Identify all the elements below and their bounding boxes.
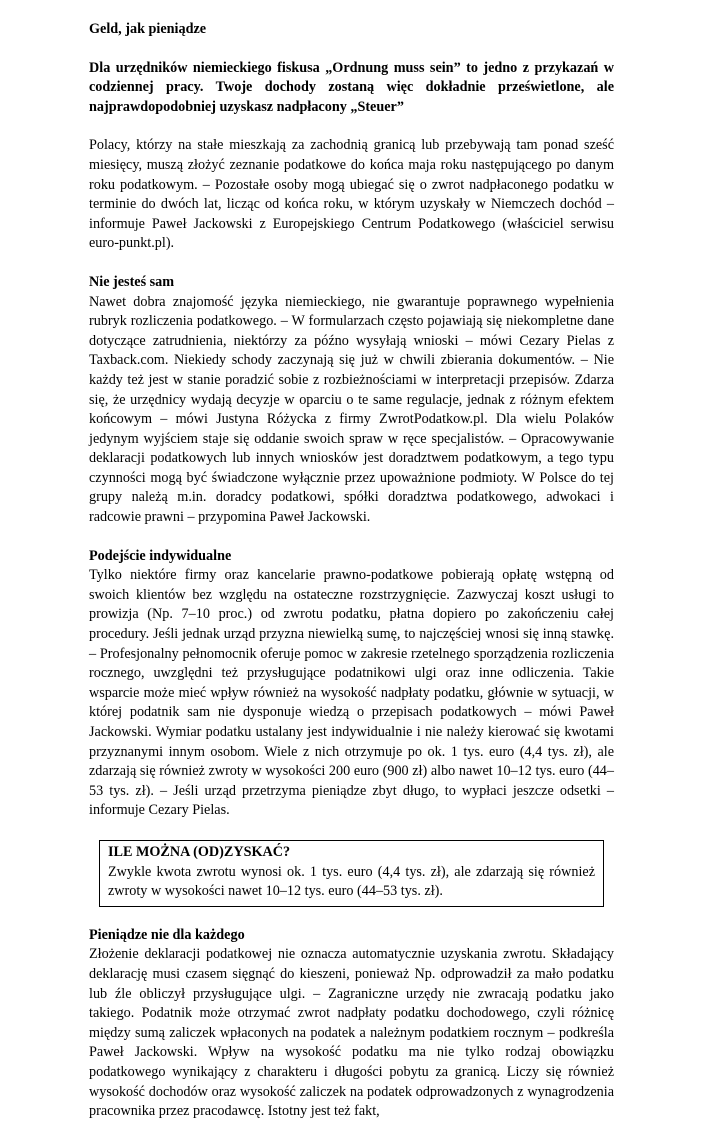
info-box bbox=[99, 840, 604, 907]
section-podejscie-indywidualne bbox=[89, 547, 614, 821]
section-heading: Nie jesteś sam bbox=[89, 273, 175, 290]
section-heading: Podejście indywidualne bbox=[89, 547, 232, 564]
info-box-text: Zwykle kwota zwrotu wynosi ok. 1 tys. euro (4,4 tys. zł), ale zdarzają się również zwroty w wysokości nawet 10–12 tys. euro (44–53 tys. zł). bbox=[108, 863, 595, 900]
document-page bbox=[89, 20, 614, 1141]
section-nie-jestes-sam bbox=[89, 273, 614, 528]
intro-paragraph: Polacy, którzy na stałe mieszkają za zachodnią granicą lub przebywają tam ponad sześć miesięcy, muszą złożyć zeznanie podatkowe do końca maja roku następującego po danym roku podatkowym. – Pozostałe osoby mogą ubiegać się o zwrot nadpłaconego podatku w terminie do dwóch lat, licząc od końca roku, w którym uzyskały w Niemczech dochód – informuje Paweł Jackowski z Europejskiego Centrum Podatkowego (właściciel serwisu euro-punkt.pl). bbox=[89, 137, 614, 252]
section-paragraph: Nawet dobra znajomość języka niemieckiego, nie gwarantuje poprawnego wypełnienia rubryk rozliczenia podatkowego. – W formularzach często pojawiają się niekompletne dane dotyczące zatrudnienia, niektórzy za późno wysyłają wnioski – mówi Cezary Pielas z Taxback.com. Niekiedy schody zaczynają się już w chwili zbierania dokumentów. – Nie każdy też jest w stanie poradzić sobie z rozbieżnościami w interpretacji przepisów. Zdarza się, że urzędnicy wydają decyzje w oparciu o te same regulacje, jednak z różnym efektem końcowym – mówi Justyna Różycka z firmy ZwrotPodatkow.pl. Dla wielu Polaków jedynym wyjściem staje się oddanie swoich spraw w ręce specjalistów. – Opracowywanie deklaracji podatkowych lub innych wniosków jest doradztwem podatkowym, a tego typu czynności mogą być świadczone wyłącznie przez upoważnione podmioty. W Polsce do tej grupy należą m.in. doradcy podatkowi, spółki doradztwa podatkowego, adwokaci i radcowie prawni – przypomina Paweł Jackowski. bbox=[89, 293, 614, 526]
article-lead: Dla urzędników niemieckiego fiskusa „Ordnung muss sein” to jedno z przykazań w codziennej pracy. Twoje dochody zostaną więc dokładnie prześwietlone, ale najprawdopodobniej uzyskasz nadpłacony „Steuer” bbox=[89, 59, 614, 115]
section-heading: Pieniądze nie dla każdego bbox=[89, 926, 245, 943]
section-paragraph: Tylko niektóre firmy oraz kancelarie prawno-podatkowe pobierają opłatę wstępną od swoich klientów bez względu na ostateczne rozstrzygnięcie. Zazwyczaj koszt usługi to prowizja (Np. 7–10 proc.) od zwrotu podatku, płatna dopiero po zakończeniu całej procedury. Jeśli jednak urząd przyzna niewielką sumę, to najczęściej wnosi się inną stawkę. – Profesjonalny pełnomocnik oferuje pomoc w zakresie rzetelnego sporządzenia rozliczenia rocznego, uwzględni też przysługujące podatnikowi ulgi oraz inne odliczenia. Takie wsparcie może mieć wpływ również na wysokość nadpłaty podatku, głównie w sytuacji, w której podatnik sam nie dysponuje wiedzą o przepisach podatkowych – mówi Paweł Jackowski. Wymiar podatku ustalany jest indywidualnie i nie należy kierować się kwotami przyznanymi innym osobom. Wiele z nich otrzymuje po ok. 1 tys. euro (4,4 tys. zł), ale zdarzają się również zwroty w wysokości 200 euro (900 zł) albo nawet 10–12 tys. euro (44–53 tys. zł). – Jeśli urząd przetrzyma pieniądze zbyt długo, to wypłaci jeszcze odsetki – informuje Cezary Pielas. bbox=[89, 567, 614, 819]
info-box-title: ILE MOŻNA (OD)ZYSKAĆ? bbox=[108, 843, 291, 860]
section-paragraph: Złożenie deklaracji podatkowej nie oznacza automatycznie uzyskania zwrotu. Składający deklarację musi czasem sięgnąć do kieszeni, ponieważ Np. odprowadził za mało podatku lub źle obliczył przysługujące ulgi. – Zagraniczne urzędy nie zwracają podatku jako takiego. Podatnik może otrzymać zwrot nadpłaty podatku dochodowego, czyli różnicę między sumą zaliczek wpłaconych na podatek a należnym podatkiem rocznym – podkreśla Paweł Jackowski. Wpływ na wysokość podatku ma nie tylko rodzaj obowiązku podatkowego wynikający z charakteru i długości pobytu za granicą. Liczy się również wysokość dochodów oraz wysokość zaliczek na podatek odprowadzonych z wynagrodzenia pracownika przez pracodawcę. Istotny jest też fakt, bbox=[89, 946, 614, 1120]
article-title: Geld, jak pieniądze bbox=[89, 21, 207, 37]
